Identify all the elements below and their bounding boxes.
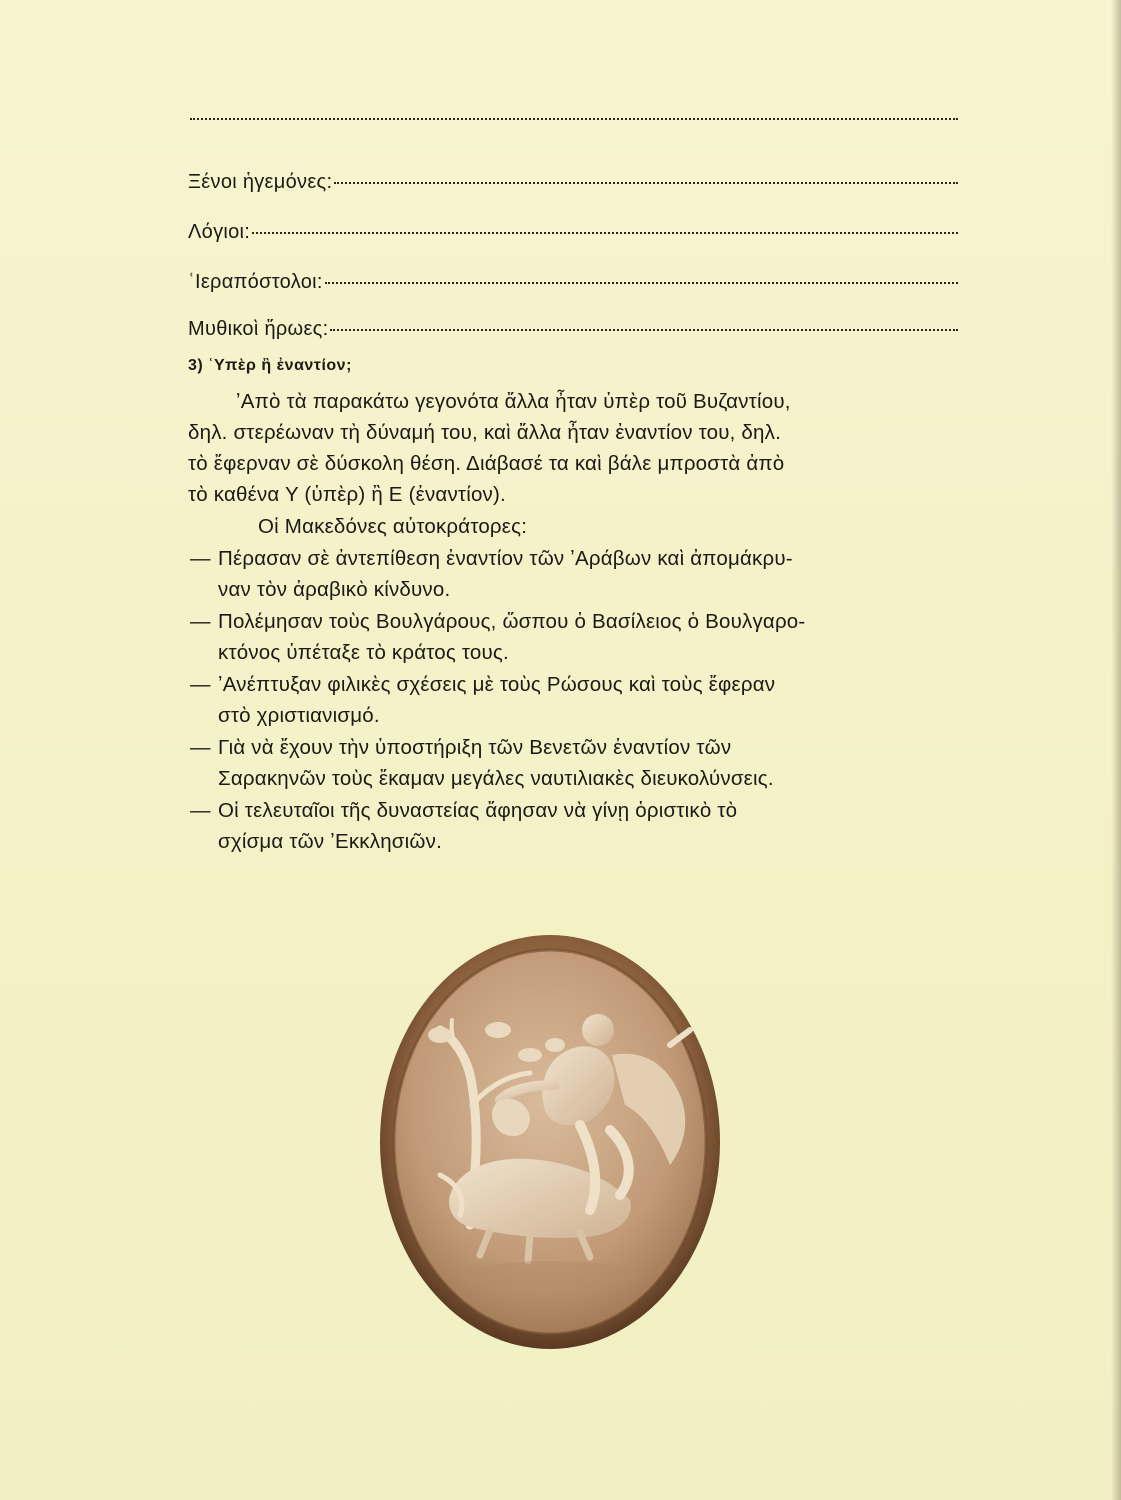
medallion-relief-icon: [380, 935, 720, 1350]
missionaries-label: ʿΙεραπόστολοι:: [188, 271, 323, 293]
section-heading: 3) ʿΥπὲρ ἢ ἐναντίον;: [188, 357, 352, 374]
page-edge-shadow: [1111, 0, 1121, 1500]
list-item-line: ʼΑνέπτυξαν φιλικὲς σχέσεις μὲ τοὺς Ρώσους καὶ τοὺς ἔφεραν: [218, 673, 776, 696]
intro-line: ʼΑπὸ τὰ παρακάτω γεγονότα ἄλλα ἦταν ὑπὲρ τοῦ Βυζαντίου,: [236, 390, 791, 413]
intro-line: δηλ. στερέωναν τὴ δύναμή του, καὶ ἄλλα ἦταν ἐναντίον του, δηλ.: [188, 421, 781, 444]
dotted-answer-line[interactable]: [330, 329, 958, 331]
subheading: Οἱ Μακεδόνες αὐτοκράτορες:: [258, 515, 528, 538]
list-item-line: Σαρακηνῶν τοὺς ἔκαμαν μεγάλες ναυτιλιακὲς διευκολύνσεις.: [218, 767, 774, 790]
blank-fill-line[interactable]: [188, 122, 958, 124]
intro-line: τὸ ἔφερναν σὲ δύσκολη θέση. Διάβασέ τα καὶ βάλε μπροστὰ ἀπὸ: [188, 452, 785, 475]
missionaries-line[interactable]: [188, 271, 958, 294]
list-item-line: ναν τὸν ἀραβικὸ κίνδυνο.: [218, 578, 451, 601]
intro-line: τὸ καθένα Υ (ὑπὲρ) ἢ Ε (ἐναντίον).: [188, 483, 506, 506]
scholars-label: Λόγιοι:: [188, 221, 251, 243]
item-dash: —: [190, 799, 211, 822]
list-item-line: σχίσμα τῶν ʼΕκκλησιῶν.: [218, 830, 442, 853]
list-item-line: στὸ χριστιανισμό.: [218, 704, 380, 727]
mythic-heroes-label: Μυθικοὶ ἥρωες:: [188, 318, 329, 340]
list-item-line: Πέρασαν σὲ ἀντεπίθεση ἐναντίον τῶν ʼΑράβων καὶ ἀπομάκρυ-: [218, 547, 793, 570]
dotted-answer-line[interactable]: [190, 118, 958, 120]
dotted-answer-line[interactable]: [252, 232, 958, 234]
item-dash: —: [190, 547, 211, 570]
item-dash: —: [190, 610, 211, 633]
mythic-heroes-line[interactable]: [188, 318, 958, 341]
dotted-answer-line[interactable]: [334, 182, 958, 184]
list-item-line: Πολέμησαν τοὺς Βουλγάρους, ὥσπου ὁ Βασίλειος ὁ Βουλγαρο-: [218, 610, 806, 633]
list-item-line: Οἱ τελευταῖοι τῆς δυναστείας ἄφησαν νὰ γίνῃ ὁριστικὸ τὸ: [218, 799, 738, 822]
item-dash: —: [190, 673, 211, 696]
list-item-line: Γιὰ νὰ ἔχουν τὴν ὑποστήριξη τῶν Βενετῶν ἐναντίον τῶν: [218, 736, 732, 759]
scholars-line[interactable]: [188, 221, 958, 244]
list-item-line: κτόνος ὑπέταξε τὸ κράτος τους.: [218, 641, 509, 664]
foreign-rulers-label: Ξένοι ἡγεμόνες:: [188, 171, 333, 193]
item-dash: —: [190, 736, 211, 759]
foreign-rulers-line[interactable]: [188, 171, 958, 194]
dotted-answer-line[interactable]: [325, 282, 958, 284]
